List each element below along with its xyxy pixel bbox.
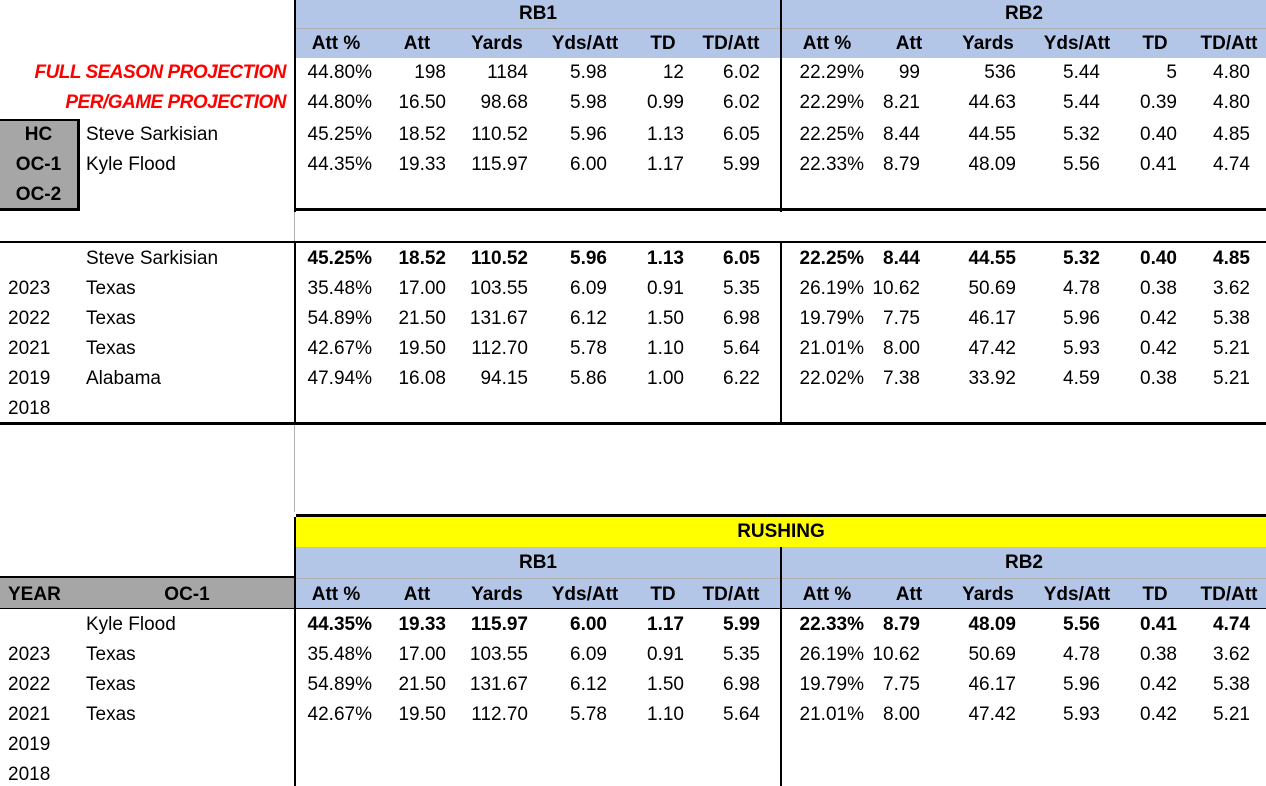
rb2-cell: 7.75 (883, 674, 920, 695)
year-cell: 2019 (8, 734, 51, 755)
team-cell: Texas (86, 278, 136, 299)
rb1-col-header: Att % (311, 33, 361, 54)
rb1-col-header: Yards (471, 584, 523, 605)
section-rule (0, 576, 294, 578)
rb1-col-header: Att (403, 584, 431, 605)
rb2-cell: 22.33% (799, 614, 864, 635)
rb2-cell: 0.40 (1140, 124, 1177, 145)
rb2-col-header: TD/Att (1200, 584, 1258, 605)
rb2-cell: 3.62 (1213, 644, 1250, 665)
summary-coach-name: Kyle Flood (86, 614, 176, 635)
rb2-group-label: RB2 (1004, 3, 1043, 24)
rb2-cell: 0.38 (1140, 368, 1177, 389)
rb2-cell: 26.19% (799, 644, 864, 665)
rb2-cell: 5.21 (1213, 704, 1250, 725)
rb2-cell: 4.78 (1063, 278, 1100, 299)
rb2-col-header: Att (895, 33, 923, 54)
rb1-cell: 44.80% (307, 92, 372, 113)
rb2-cell: 0.41 (1140, 154, 1177, 175)
rb1-cell: 47.94% (307, 368, 372, 389)
rb1-cell: 6.00 (570, 614, 607, 635)
rb1-cell: 35.48% (307, 278, 372, 299)
rb2-cell: 8.21 (883, 92, 920, 113)
rb1-cell: 198 (414, 62, 446, 83)
rb1-cell: 6.02 (723, 62, 760, 83)
vertical-rule (780, 243, 782, 425)
rb2-cell: 8.00 (883, 338, 920, 359)
rb1-cell: 17.00 (398, 278, 446, 299)
team-cell: Texas (86, 674, 136, 695)
rb2-cell: 0.42 (1140, 308, 1177, 329)
rb1-col-header: Yds/Att (551, 584, 619, 605)
rb2-cell: 5.32 (1063, 248, 1100, 269)
rb2-cell: 22.29% (799, 62, 864, 83)
rb2-cell: 5.56 (1063, 154, 1100, 175)
rb1-cell: 18.52 (398, 124, 446, 145)
rb1-cell: 5.98 (570, 92, 607, 113)
rb1-cell: 1.13 (647, 248, 684, 269)
rb2-cell: 4.74 (1213, 614, 1250, 635)
oc-column-header: OC-1 (164, 584, 210, 605)
rb2-cell: 4.74 (1213, 154, 1250, 175)
rb2-col-header: Att % (802, 584, 852, 605)
rb1-cell: 6.09 (570, 278, 607, 299)
rb1-cell: 6.05 (723, 248, 760, 269)
rb2-cell: 19.79% (799, 674, 864, 695)
rb2-cell: 0.38 (1140, 278, 1177, 299)
rb1-cell: 5.64 (723, 704, 760, 725)
rb1-cell: 112.70 (471, 704, 528, 725)
rb1-cell: 1.50 (647, 674, 684, 695)
rb1-cell: 42.67% (307, 704, 372, 725)
rb1-cell: 6.02 (723, 92, 760, 113)
rb2-cell: 4.80 (1213, 92, 1250, 113)
rb2-cell: 5.96 (1063, 674, 1100, 695)
rb2-cell: 5.21 (1213, 338, 1250, 359)
rb1-cell: 115.97 (470, 614, 528, 635)
rb2-col-header: Att % (802, 33, 852, 54)
rb2-cell: 5.96 (1063, 308, 1100, 329)
rb1-cell: 1.10 (647, 704, 684, 725)
rb2-col-header: Yards (962, 584, 1014, 605)
rb1-cell: 44.35% (307, 154, 372, 175)
rb1-cell: 5.99 (723, 614, 760, 635)
rb1-cell: 5.78 (570, 338, 607, 359)
rb1-cell: 98.68 (480, 92, 528, 113)
full-season-projection-label: FULL SEASON PROJECTION (34, 62, 286, 83)
rb1-cell: 131.67 (469, 674, 528, 695)
rb1-cell: 6.12 (570, 674, 607, 695)
rb2-cell: 33.92 (968, 368, 1016, 389)
rb2-cell: 0.38 (1140, 644, 1177, 665)
rb2-cell: 46.17 (968, 674, 1016, 695)
year-column-header: YEAR (8, 584, 61, 605)
rb2-col-header: TD (1142, 33, 1168, 54)
year-cell: 2019 (8, 368, 51, 389)
rb2-col-header: TD (1142, 584, 1168, 605)
rb2-col-header: Yards (962, 33, 1014, 54)
rb2-cell: 44.55 (968, 124, 1016, 145)
coach-name-hc: Steve Sarkisian (86, 124, 219, 145)
rb1-cell: 54.89% (307, 674, 372, 695)
rb2-cell: 5.44 (1063, 92, 1100, 113)
rb2-cell: 8.79 (883, 614, 920, 635)
rb1-cell: 103.55 (469, 644, 528, 665)
rb2-cell: 0.40 (1140, 248, 1177, 269)
year-cell: 2022 (8, 674, 51, 695)
rb1-cell: 35.48% (307, 644, 372, 665)
rb1-cell: 103.55 (469, 278, 528, 299)
rb2-cell: 8.79 (883, 154, 920, 175)
rb1-cell: 6.12 (570, 308, 607, 329)
rb1-cell: 110.52 (471, 124, 528, 145)
rb1-cell: 5.35 (723, 278, 760, 299)
header-bottom-rule (0, 608, 1266, 609)
rb2-cell: 22.25% (799, 124, 864, 145)
year-cell: 2021 (8, 704, 51, 725)
rb2-cell: 4.80 (1213, 62, 1250, 83)
year-cell: 2018 (8, 764, 51, 785)
rb1-cell: 42.67% (307, 338, 372, 359)
rushing-banner: RUSHING (737, 521, 825, 542)
rb1-col-header: Yards (471, 33, 523, 54)
rb1-col-header: TD (650, 33, 676, 54)
rb2-cell: 48.09 (968, 614, 1016, 635)
rb1-cell: 5.96 (570, 124, 607, 145)
year-cell: 2023 (8, 644, 51, 665)
rb1-cell: 5.78 (570, 704, 607, 725)
rb2-cell: 99 (898, 62, 920, 83)
rb1-cell: 21.50 (398, 674, 446, 695)
rb1-cell: 6.22 (723, 368, 760, 389)
rb1-cell: 19.33 (398, 154, 446, 175)
rb1-cell: 1.00 (647, 368, 684, 389)
rb2-cell: 26.19% (799, 278, 864, 299)
rb2-cell: 19.79% (799, 308, 864, 329)
coach-role-hc: HC (24, 124, 53, 145)
rb2-cell: 5.44 (1063, 62, 1100, 83)
rb2-cell: 5 (1166, 62, 1177, 83)
rb2-col-header: Att (895, 584, 923, 605)
rb2-cell: 0.42 (1140, 338, 1177, 359)
rb1-cell: 5.96 (570, 248, 607, 269)
rb2-cell: 5.38 (1213, 308, 1250, 329)
rb1-col-header: TD (650, 584, 676, 605)
rb1-cell: 5.64 (723, 338, 760, 359)
rb1-cell: 1.17 (647, 614, 684, 635)
rb1-cell: 110.52 (470, 248, 528, 269)
rb1-cell: 19.50 (398, 704, 446, 725)
rb2-cell: 8.44 (883, 124, 920, 145)
rb2-cell: 22.25% (799, 248, 864, 269)
rb2-cell: 0.39 (1140, 92, 1177, 113)
team-cell: Texas (86, 644, 136, 665)
rb1-cell: 0.91 (647, 644, 684, 665)
team-cell: Texas (86, 704, 136, 725)
rb2-cell: 8.44 (883, 248, 920, 269)
rb1-cell: 6.98 (723, 308, 760, 329)
year-cell: 2023 (8, 278, 51, 299)
rb2-cell: 5.32 (1063, 124, 1100, 145)
rb1-cell: 16.50 (398, 92, 446, 113)
rb2-cell: 536 (984, 62, 1016, 83)
rb1-cell: 1.10 (647, 338, 684, 359)
rb2-col-header: TD/Att (1200, 33, 1258, 54)
rb2-cell: 5.38 (1213, 674, 1250, 695)
rb1-cell: 1184 (487, 62, 528, 83)
rb1-cell: 16.08 (398, 368, 446, 389)
rb2-cell: 0.41 (1140, 614, 1177, 635)
rb1-cell: 19.50 (398, 338, 446, 359)
rb1-cell: 6.05 (723, 124, 760, 145)
rb2-cell: 21.01% (799, 338, 864, 359)
rb1-cell: 19.33 (398, 614, 446, 635)
rb2-cell: 47.42 (968, 338, 1016, 359)
rb2-cell: 48.09 (968, 154, 1016, 175)
rb2-cell: 5.21 (1213, 368, 1250, 389)
coach-role-oc2: OC-2 (15, 184, 62, 205)
rb2-cell: 4.85 (1213, 124, 1250, 145)
rb1-cell: 5.98 (570, 62, 607, 83)
rb1-cell: 18.52 (398, 248, 446, 269)
team-cell: Texas (86, 338, 136, 359)
section-rule (296, 208, 1266, 211)
team-cell: Texas (86, 308, 136, 329)
rb2-cell: 5.56 (1063, 614, 1100, 635)
year-cell: 2022 (8, 308, 51, 329)
year-cell: 2021 (8, 338, 51, 359)
rb2-cell: 0.42 (1140, 674, 1177, 695)
rb1-cell: 45.25% (307, 248, 372, 269)
rb1-cell: 17.00 (398, 644, 446, 665)
rb1-cell: 1.13 (647, 124, 684, 145)
per-game-projection-label: PER/GAME PROJECTION (65, 92, 286, 113)
rb1-cell: 12 (662, 62, 684, 83)
rb2-cell: 4.78 (1063, 644, 1100, 665)
rb1-cell: 112.70 (471, 338, 528, 359)
rb1-col-header: TD/Att (702, 33, 760, 54)
summary-coach-name: Steve Sarkisian (86, 248, 219, 269)
rb1-cell: 6.98 (723, 674, 760, 695)
rb1-col-header: Att (403, 33, 431, 54)
rb1-cell: 131.67 (469, 308, 528, 329)
rb2-cell: 46.17 (968, 308, 1016, 329)
rb2-cell: 7.38 (883, 368, 920, 389)
section-rule (0, 422, 1266, 425)
year-cell: 2018 (8, 398, 51, 419)
rb2-cell: 22.33% (799, 154, 864, 175)
rb2-cell: 7.75 (883, 308, 920, 329)
rb2-cell: 8.00 (883, 704, 920, 725)
rb2-cell: 0.42 (1140, 704, 1177, 725)
rb1-cell: 44.35% (307, 614, 372, 635)
coach-name-oc1: Kyle Flood (86, 154, 176, 175)
rb2-cell: 10.62 (872, 644, 920, 665)
rb2-cell: 44.63 (968, 92, 1016, 113)
rb1-cell: 54.89% (307, 308, 372, 329)
rb2-cell: 10.62 (872, 278, 920, 299)
rb1-group-label: RB1 (518, 552, 557, 573)
rb2-cell: 22.02% (799, 368, 864, 389)
vertical-rule (780, 547, 782, 786)
rb1-cell: 1.50 (647, 308, 684, 329)
rb2-cell: 50.69 (968, 278, 1016, 299)
vertical-rule (294, 243, 296, 425)
rb1-col-header: Yds/Att (551, 33, 619, 54)
rb2-cell: 4.59 (1063, 368, 1100, 389)
rb2-group-label: RB2 (1004, 552, 1043, 573)
rb1-cell: 5.35 (723, 644, 760, 665)
rb1-cell: 5.99 (723, 154, 760, 175)
rb1-col-header: Att % (311, 584, 361, 605)
rb1-cell: 45.25% (307, 124, 372, 145)
rb2-cell: 4.85 (1213, 248, 1250, 269)
rb2-col-header: Yds/Att (1043, 584, 1111, 605)
coach-role-oc1: OC-1 (15, 154, 62, 175)
rb2-cell: 5.93 (1063, 704, 1100, 725)
rb1-cell: 94.15 (480, 368, 528, 389)
rb1-cell: 21.50 (398, 308, 446, 329)
rb1-cell: 0.91 (647, 278, 684, 299)
rb2-col-header: Yds/Att (1043, 33, 1111, 54)
rb2-cell: 22.29% (799, 92, 864, 113)
rb1-col-header: TD/Att (702, 584, 760, 605)
rb1-cell: 5.86 (570, 368, 607, 389)
vertical-rule (780, 0, 782, 212)
rb2-cell: 44.55 (968, 248, 1016, 269)
rb2-cell: 50.69 (968, 644, 1016, 665)
rb1-cell: 0.99 (647, 92, 684, 113)
rb1-cell: 1.17 (647, 154, 684, 175)
rb1-cell: 6.00 (570, 154, 607, 175)
rb1-group-label: RB1 (518, 3, 557, 24)
rb2-cell: 5.93 (1063, 338, 1100, 359)
section-rule (0, 241, 1266, 243)
rb1-cell: 44.80% (307, 62, 372, 83)
rb1-cell: 6.09 (570, 644, 607, 665)
rb2-cell: 47.42 (968, 704, 1016, 725)
rb2-cell: 3.62 (1213, 278, 1250, 299)
team-cell: Alabama (86, 368, 161, 389)
rb2-cell: 21.01% (799, 704, 864, 725)
rb1-cell: 115.97 (471, 154, 528, 175)
